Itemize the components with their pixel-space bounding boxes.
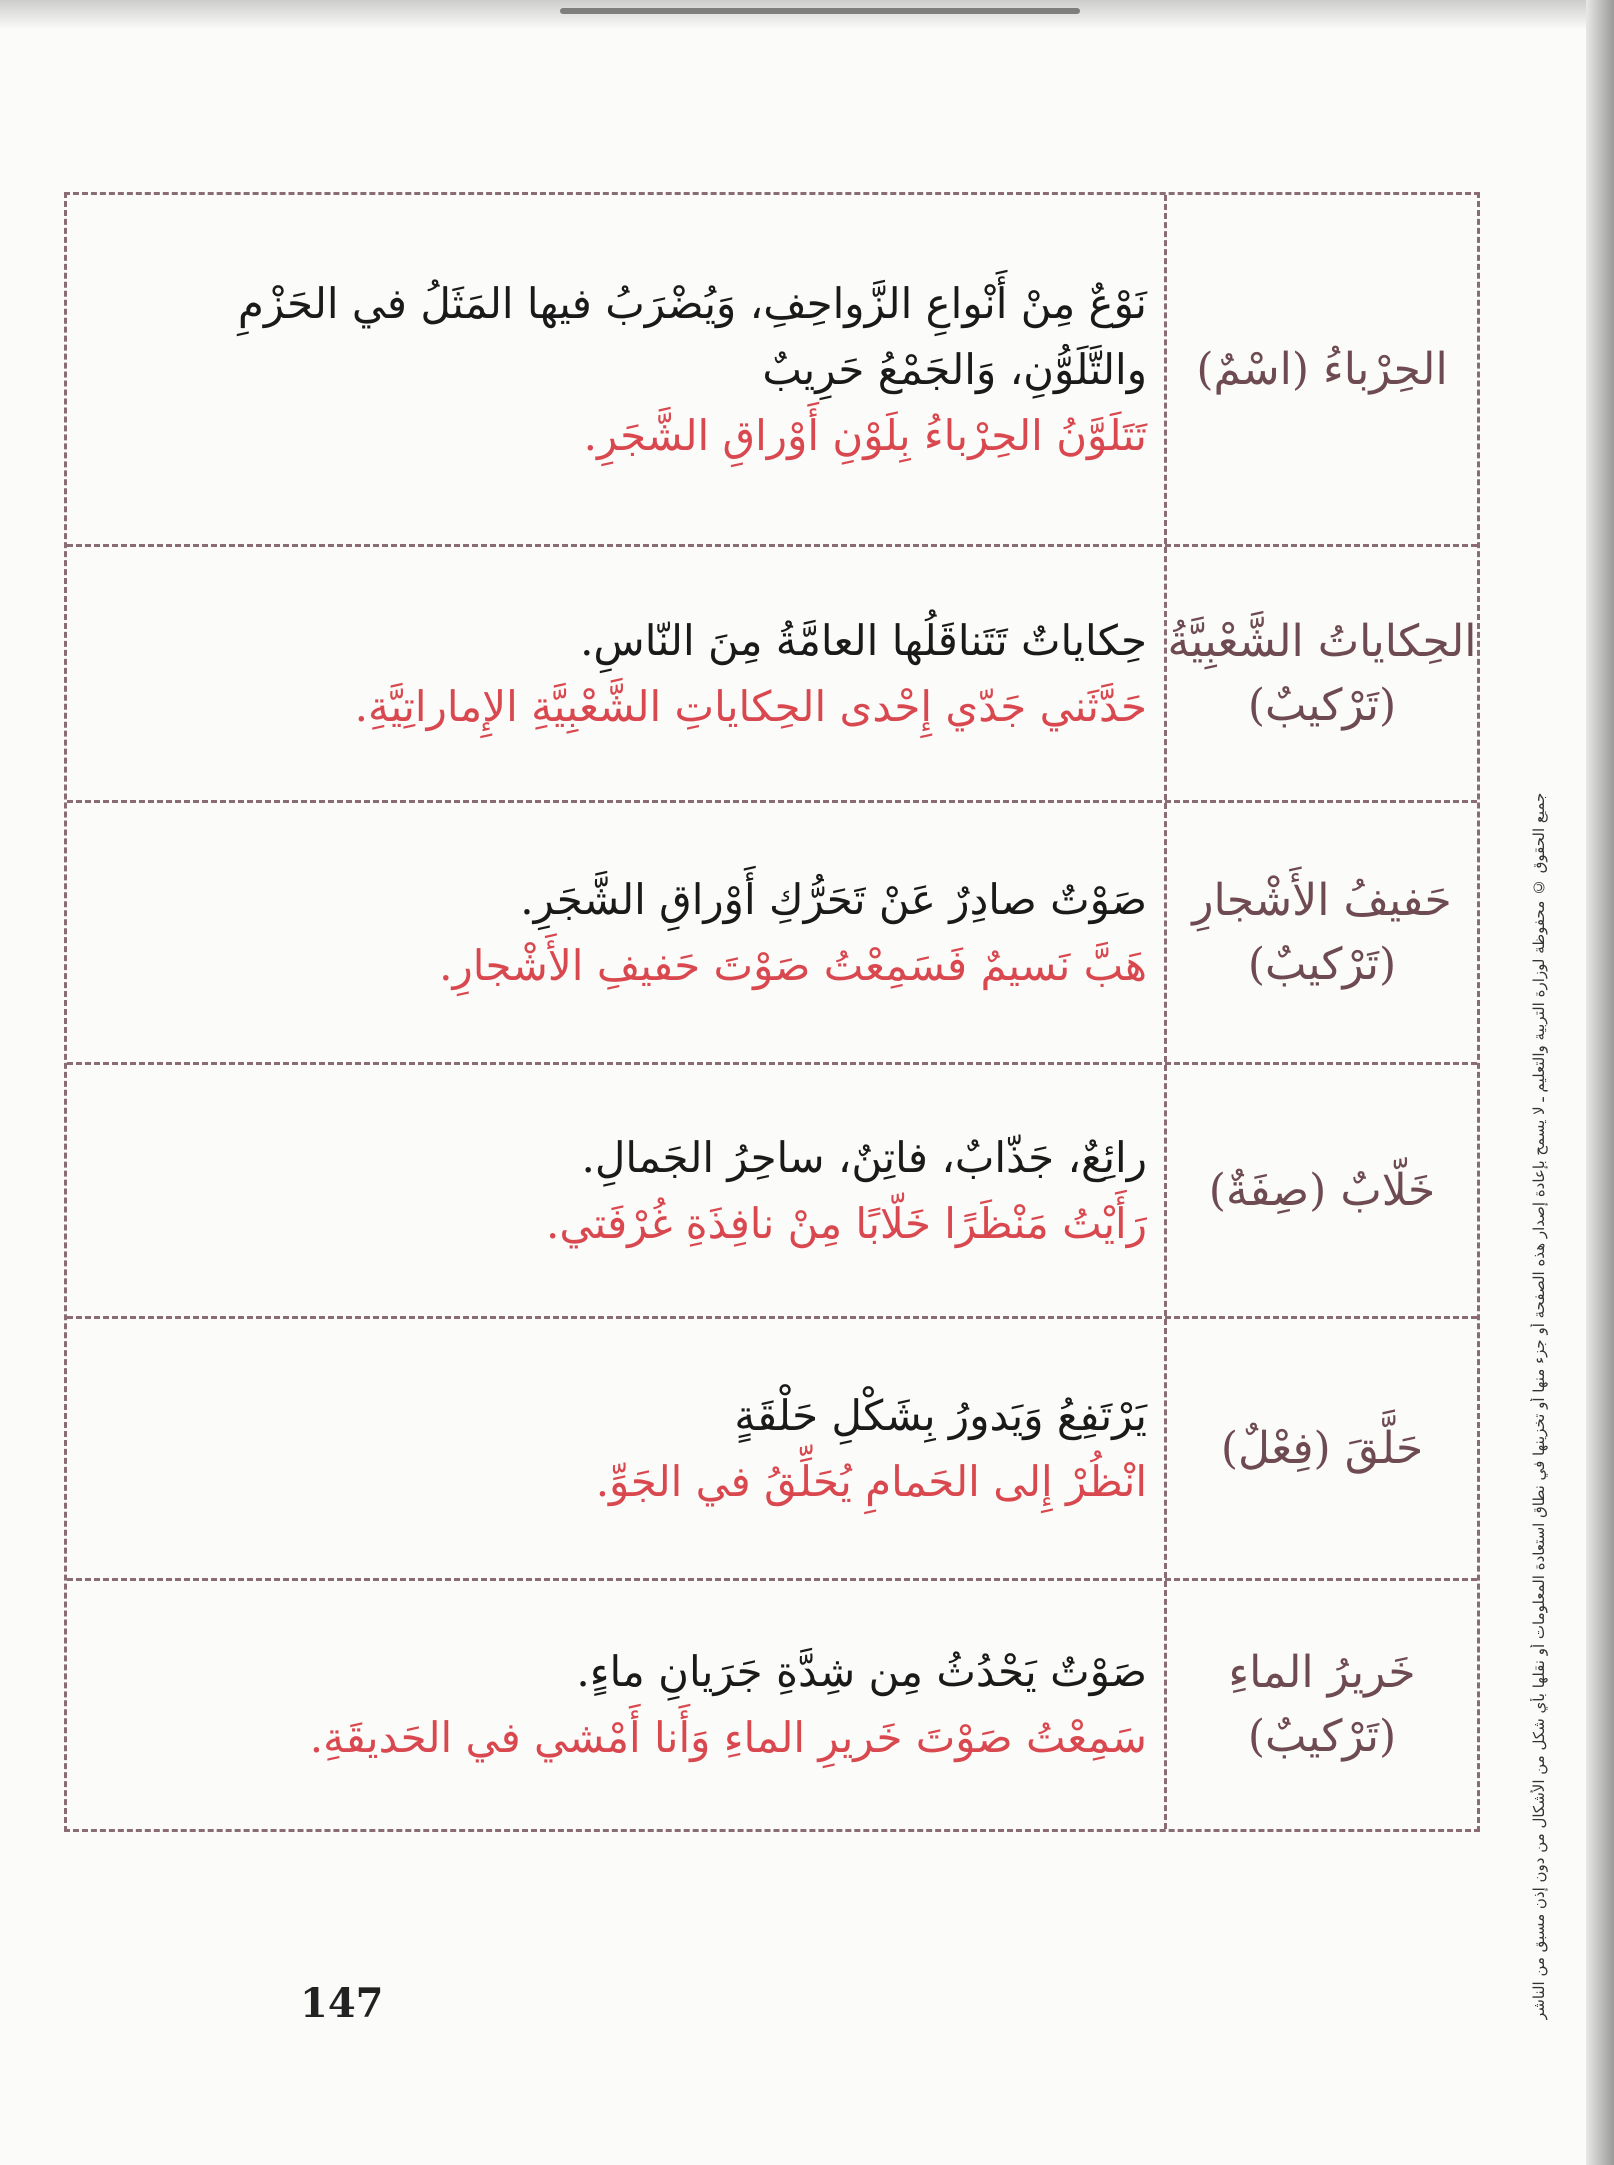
term-type: (تَرْكيبٌ)	[1247, 679, 1397, 731]
term-cell	[1167, 1319, 1477, 1578]
definition-text: صَوْتٌ يَحْدُثُ مِن شِدَّةِ جَرَيانِ ماءٍ.	[576, 1647, 1147, 1696]
term: الحِرْباءُ (اسْمٌ)	[1196, 343, 1448, 395]
vocab-row-charming	[67, 1065, 1477, 1319]
cell-divider	[1164, 547, 1167, 800]
cell-divider	[1164, 803, 1167, 1062]
example-sentence: انْظُرْ إِلى الحَمامِ يُحَلِّقُ في الجَوِّ.	[595, 1456, 1147, 1506]
vocab-row-chameleon	[67, 195, 1477, 547]
term-cell	[1167, 1581, 1477, 1829]
definition-text: حِكاياتٌ تَتَناقَلُها العامَّةُ مِنَ النّاسِ.	[580, 615, 1147, 665]
definition-cell	[97, 803, 1147, 1062]
term-type: (تَرْكيبٌ)	[1247, 938, 1397, 990]
example-sentence: تَتَلَوَّنُ الحِرْباءُ بِلَوْنِ أَوْراقِ الشَّجَرِ.	[583, 410, 1147, 460]
definition-cell	[97, 1581, 1147, 1829]
example-sentence: سَمِعْتُ صَوْتَ خَريرِ الماءِ وَأَنا أَمْشي في الحَديقَةِ.	[309, 1713, 1147, 1762]
scan-shadow	[0, 0, 1614, 30]
definition-cell	[97, 1065, 1147, 1316]
term: حَفيفُ الأَشْجارِ	[1192, 874, 1452, 926]
cell-divider	[1164, 1065, 1167, 1316]
definition-text: رائِعٌ، جَذّابٌ، فاتِنٌ، ساحِرُ الجَمالِ.	[581, 1132, 1147, 1182]
page-edge	[1586, 0, 1614, 2165]
definition-cell	[97, 195, 1147, 544]
cell-divider	[1164, 1319, 1167, 1578]
term: حَلَّقَ (فِعْلٌ)	[1220, 1422, 1424, 1474]
vocab-row-rustling	[67, 803, 1477, 1065]
vocab-row-folk-tales	[67, 547, 1477, 803]
term: خَلّابٌ (صِفَةٌ)	[1208, 1164, 1436, 1216]
vocabulary-table	[64, 192, 1480, 1832]
term-cell	[1167, 1065, 1477, 1316]
vocab-row-water-murmur	[67, 1581, 1477, 1829]
term-cell	[1167, 547, 1477, 800]
term: خَريرُ الماءِ	[1228, 1647, 1416, 1698]
example-sentence: هَبَّ نَسيمٌ فَسَمِعْتُ صَوْتَ حَفيفِ الأَشْجارِ.	[439, 940, 1147, 990]
term-type: (تَرْكيبٌ)	[1247, 1711, 1397, 1762]
definition-cell	[97, 547, 1147, 800]
term-cell	[1167, 195, 1477, 544]
cell-divider	[1164, 1581, 1167, 1829]
term: الحِكاياتُ الشَّعْبِيَّةُ	[1167, 615, 1477, 667]
example-sentence: حَدَّثَني جَدّي إِحْدى الحِكاياتِ الشَّعْبِيَّةِ الإِماراتِيَّةِ.	[354, 681, 1147, 731]
definition-text: نَوْعٌ مِنْ أَنْواعِ الزَّواحِفِ، وَيُضْرَبُ فيها المَثَلُ في الحَزْمِ والتَّلَوُّنِ، وَالجَمْعُ حَرِيبٌ	[237, 278, 1147, 394]
vocab-row-soared	[67, 1319, 1477, 1581]
cell-divider	[1164, 195, 1167, 544]
copyright-notice: جميع الحقوق © محفوظة لوزارة التربية والتعليم ـ لا يسمح بإعادة إصدار هذه الصفحة أو جزء منها أو تخزينها في نطاق استعادة المعلومات أو نقلها بأي شكل من الأشكال من دون إذن مسبق من الناشر	[1530, 792, 1548, 2020]
page-number: 147	[300, 1980, 384, 2027]
definition-text: صَوْتٌ صادِرٌ عَنْ تَحَرُّكِ أَوْراقِ الشَّجَرِ.	[520, 874, 1147, 924]
example-sentence: رَأَيْتُ مَنْظَرًا خَلّابًا مِنْ نافِذَةِ غُرْفَتي.	[546, 1198, 1147, 1248]
term-cell	[1167, 803, 1477, 1062]
scan-artifact	[560, 8, 1080, 14]
definition-cell	[97, 1319, 1147, 1578]
definition-text: يَرْتَفِعُ وَيَدورُ بِشَكْلِ حَلْقَةٍ	[734, 1390, 1147, 1440]
